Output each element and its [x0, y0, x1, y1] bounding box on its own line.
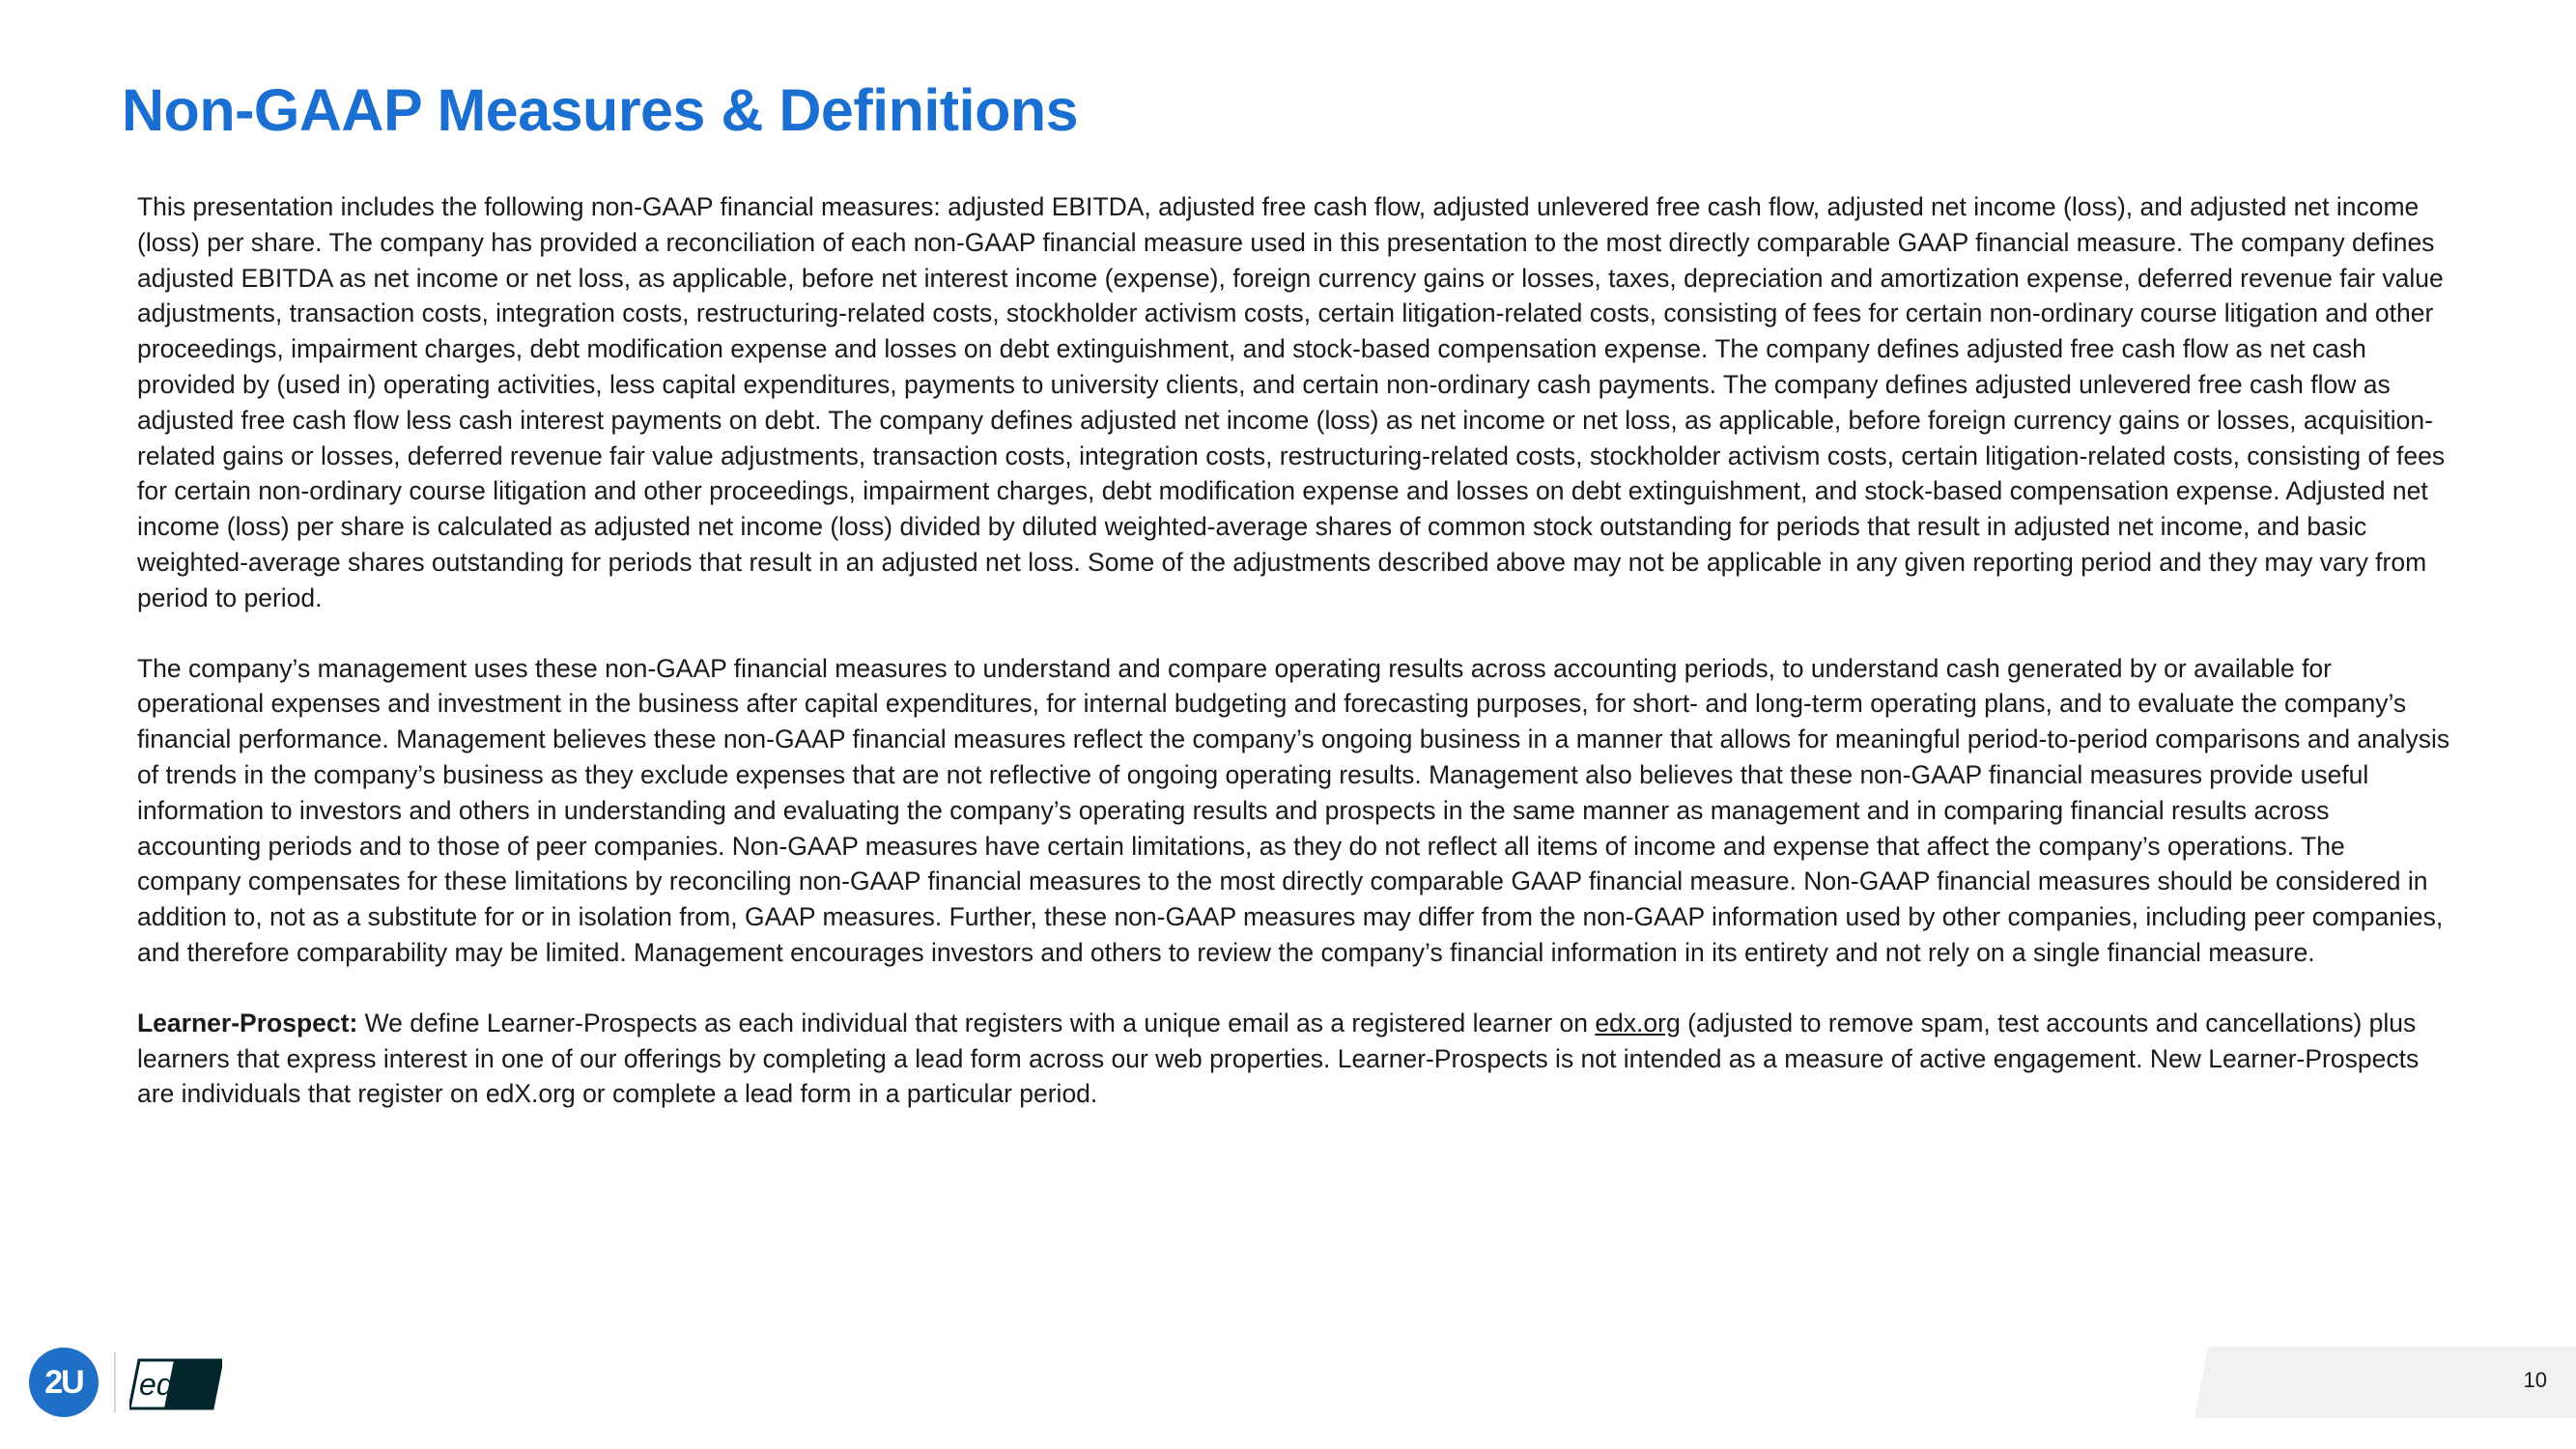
learner-prospect-text-before: We define Learner-Prospects as each individual that registers with a unique email as a registered learner on [357, 1008, 1596, 1037]
2u-logo-icon [29, 1348, 99, 1417]
page-number: 10 [2523, 1368, 2547, 1392]
edx-logo-text: edX [139, 1367, 194, 1402]
paragraph-non-gaap-list: This presentation includes the following non-GAAP financial measures: adjusted EBITDA, adjusted free cash flow, adjusted unlevered free cash flow, adjusted net income (loss), and adjusted net income (loss) per share. The company has provided a reconciliation of each non-GAAP financial measure used in this presentation to the most directly comparable GAAP financial measure. The company defines adjusted EBITDA as net income or net loss, as applicable, before net interest income (expense), foreign currency gains or losses, taxes, depreciation and amortization expense, deferred revenue fair value adjustments, transaction costs, integration costs, restructuring-related costs, stockholder activism costs, certain litigation-related costs, consisting of fees for certain non-ordinary course litigation and other proceedings, impairment charges, debt modification expense and losses on debt extinguishment, and stock-based compensation expense. The company defines adjusted free cash flow as net cash provided by (used in) operating activities, less capital expenditures, payments to university clients, and certain non-ordinary cash payments. The company defines adjusted unlevered free cash flow as adjusted free cash flow less cash interest payments on debt. The company defines adjusted net income (loss) as net income or net loss, as applicable, before foreign currency gains or losses, acquisition-related gains or losses, deferred revenue fair value adjustments, transaction costs, integration costs, restructuring-related costs, stockholder activism costs, certain litigation-related costs, consisting of fees for certain non-ordinary course litigation and other proceedings, impairment charges, debt modification expense and losses on debt extinguishment, and stock-based compensation expense. Adjusted net income (loss) per share is calculated as adjusted net income (loss) divided by diluted weighted-average shares of common stock outstanding for periods that result in adjusted net income, and basic weighted-average shares outstanding for periods that result in an adjusted net loss. Some of the adjustments described above may not be applicable in any given reporting period and they may vary from period to period. [137, 192, 2446, 612]
logo-divider [114, 1352, 116, 1412]
svg-text:®: ® [215, 1363, 221, 1370]
footer-band [2194, 1347, 2576, 1418]
page-title: Non-GAAP Measures & Definitions [122, 77, 1079, 143]
learner-prospect-label: Learner-Prospect: [137, 1008, 358, 1037]
edx-link[interactable]: edx.org [1595, 1008, 1681, 1037]
paragraph-management-use: The company’s management uses these non-GAAP financial measures to understand and compare operating results across accounting periods, to understand cash generated by or available for operational expenses and investment in the business after capital expenditures, for internal budgeting and forecasting purposes, for short- and long-term operating plans, and to evaluate the company’s financial performance. Management believes these non-GAAP financial measures reflect the company’s ongoing business in a manner that allows for meaningful period-to-period comparisons and analysis of trends in the company’s business as they exclude expenses that are not reflective of ongoing operating results. Management also believes that these non-GAAP financial measures provide useful information to investors and others in understanding and evaluating the company’s operating results and prospects in the same manner as management and in comparing financial results across accounting periods and to those of peer companies. Non-GAAP measures have certain limitations, as they do not reflect all items of income and expense that affect the company’s operations. The company compensates for these limitations by reconciling non-GAAP financial measures to the most directly comparable GAAP financial measure. Non-GAAP financial measures should be considered in addition to, not as a substitute for or in isolation from, GAAP measures. Further, these non-GAAP measures may differ from the non-GAAP information used by other companies, including peer companies, and therefore comparability may be limited. Management encourages investors and others to review the company’s financial information in its entirety and not rely on a single financial measure. [137, 653, 2450, 967]
paragraph-learner-prospect [137, 1006, 2455, 1112]
edx-logo-icon [129, 1356, 222, 1412]
2u-logo-text: 2U [44, 1363, 83, 1401]
learner-prospect-text-after: (adjusted to remove spam, test accounts and cancellations) plus learners that express interest in one of our offerings by completing a lead form across our web properties. Learner-Prospects is not intended as a measure of active engagement. New Learner-Prospects are individuals that register on edX.org or complete a lead form in a particular period. [137, 1008, 2420, 1109]
body-content [137, 189, 2455, 1147]
